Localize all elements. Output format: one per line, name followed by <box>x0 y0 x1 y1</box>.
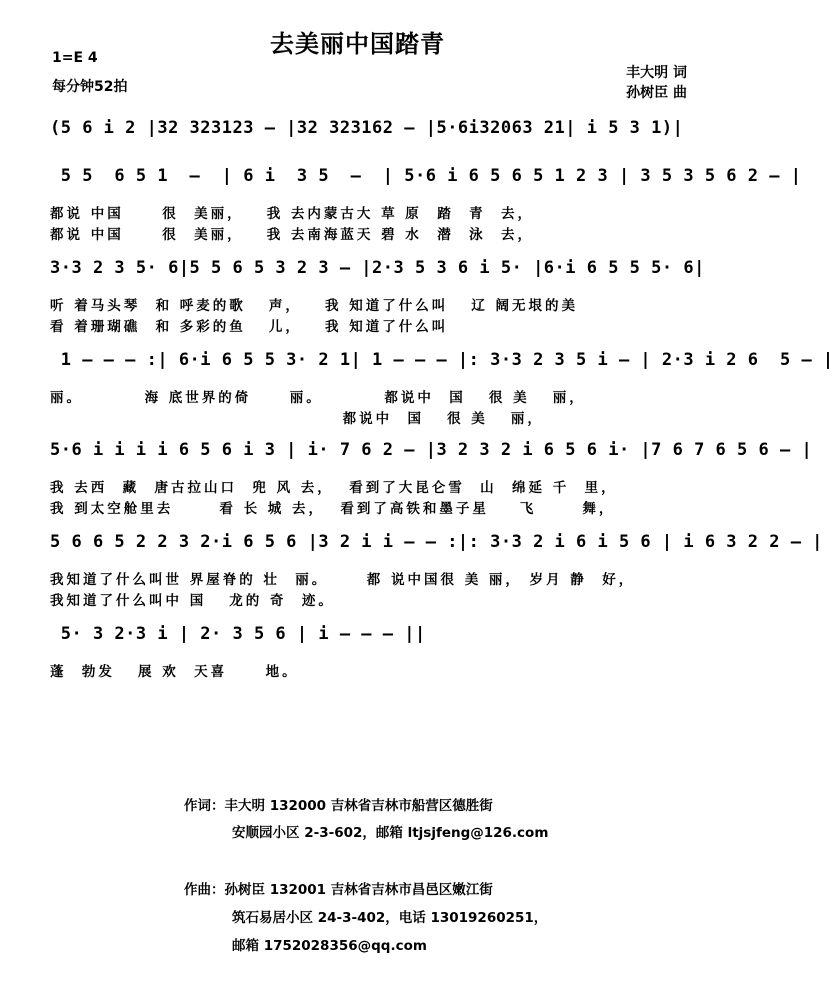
tempo-marking: 每分钟52拍 <box>52 79 128 95</box>
lyrics-verse-2: 我知道了什么叫中 国 龙的 奇 迹。 <box>50 593 335 609</box>
notation-line: 5 6 6 5 2 2 3 2·i 6 5 6 |3 2 i i – – :|: 3·3 2 i 6 i 5 6 | i 6 3 2 2 – | <box>50 532 823 552</box>
notation-line: 1 – – – :| 6·i 6 5 5 3· 2 1| 1 – – – |: 3·3 2 3 5 i – | 2·3 i 2 6 5 – | <box>50 350 834 370</box>
lyrics-verse-1: 听 着马头琴 和 呼麦的歌 声， 我 知道了什么叫 辽 阔无垠的美 <box>50 298 578 314</box>
lyricist-contact: 作词：丰大明 132000 吉林省吉林市船营区德胜街 <box>184 798 493 814</box>
lyrics-verse-2: 都说 中国 很 美丽， 我 去南海蓝天 碧 水 潜 泳 去， <box>50 227 534 243</box>
lyrics-verse-1: 我 去西 藏 唐古拉山口 兜 风 去， 看到了大昆仑雪 山 绵延 千 里， <box>50 480 618 496</box>
notation-line: 3·3 2 3 5· 6|5 5 6 5 3 2 3 – |2·3 5 3 6 i 5· |6·i 6 5 5 5· 6| <box>50 258 705 278</box>
lyrics-verse-1: 我知道了什么叫世 界屋脊的 壮 丽。 都 说中国很 美 丽， 岁月 静 好， <box>50 572 636 588</box>
lyrics-verse-1: 都说 中国 很 美丽， 我 去内蒙古大 草 原 踏 青 去， <box>50 206 534 222</box>
score-system <box>50 258 705 358</box>
lyrics-verse-1: 丽。 海 底世界的倚 丽。 都说中 国 很 美 丽， <box>50 390 586 406</box>
lyricist-contact-line2: 安顺园小区 2-3-602，邮箱 ltjsjfeng@126.com <box>232 825 549 841</box>
key-signature: 1=E 4 <box>52 50 98 66</box>
notation-line: 5· 3 2·3 i | 2· 3 5 6 | i – – – || <box>50 624 426 644</box>
lyrics-verse-2: 看 着珊瑚礁 和 多彩的鱼 儿， 我 知道了什么叫 <box>50 319 449 335</box>
lyrics-verse-2: 我 到太空舱里去 看 长 城 去， 看到了高铁和墨子星 飞 舞， <box>50 501 616 517</box>
lyrics-verse-1: 蓬 勃发 展 欢 天喜 地。 <box>50 664 299 680</box>
composer-contact-line2: 筑石易居小区 24-3-402，电话 13019260251， <box>232 910 548 926</box>
composer-contact: 作曲：孙树臣 132001 吉林省吉林市昌邑区嫩江街 <box>184 882 493 898</box>
notation-line: (5 6 i 2 |32 323123 – |32 323162 – |5·6i32063 21| i 5 3 1)| <box>50 118 684 138</box>
score-system-ending <box>50 624 688 724</box>
composer-credit: 孙树臣 曲 <box>626 85 687 101</box>
notation-line: 5·6 i i i i 6 5 6 i 3 | i· 7 6 2 – |3 2 3 2 i 6 5 6 i· |7 6 7 6 5 6 – | <box>50 440 813 460</box>
lyricist-credit: 丰大明 词 <box>626 65 687 81</box>
notation-line: 5 5 6 5 1 – | 6 i 3 5 – | 5·6 i 6 5 6 5 1 2 3 | 3 5 3 5 6 2 – | <box>50 166 802 186</box>
score-system <box>50 440 813 540</box>
lyrics-verse-2: 都说中 国 很 美 丽， <box>50 411 544 427</box>
song-title: 去美丽中国踏青 <box>270 30 445 58</box>
composer-contact-line3: 邮箱 1752028356@qq.com <box>232 938 427 954</box>
score-system <box>50 166 802 266</box>
score-system <box>50 532 823 632</box>
